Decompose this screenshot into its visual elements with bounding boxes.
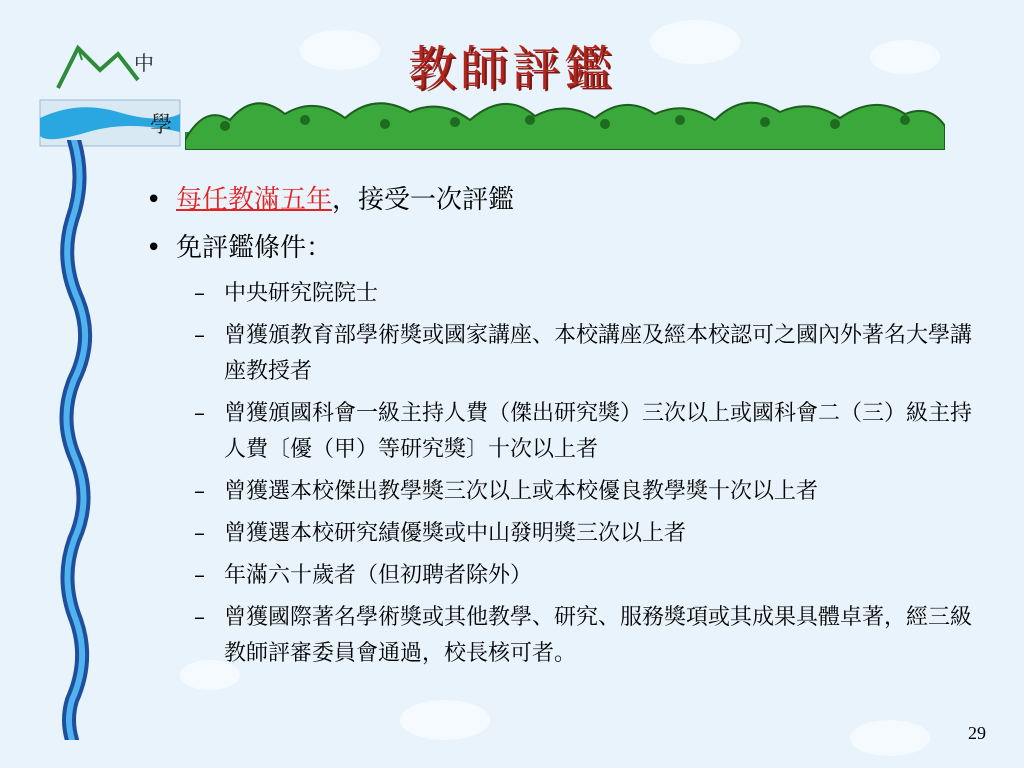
dash-marker: – xyxy=(194,605,205,630)
river-decoration xyxy=(50,140,110,740)
sub-item-text: 曾獲頒教育部學術獎或國家講座、本校講座及經本校認可之國內外著名大學講座教授者 xyxy=(224,323,973,384)
highlighted-text: 每任教滿五年 xyxy=(176,185,333,215)
bullet-dot: • xyxy=(146,185,162,215)
background-cloud xyxy=(400,700,490,740)
dash-marker: – xyxy=(194,281,205,306)
dash-marker: – xyxy=(194,401,205,426)
dash-marker: – xyxy=(194,563,205,588)
sub-list-item xyxy=(140,474,990,510)
bullet-text: ，接受一次評鑑 xyxy=(332,185,515,215)
bullet-item xyxy=(140,180,990,220)
dash-marker: – xyxy=(194,323,205,348)
svg-text:中: 中 xyxy=(134,51,154,75)
sub-item-text: 中央研究院院士 xyxy=(224,281,379,306)
sub-item-text: 曾獲選本校研究績優獎或中山發明獎三次以上者 xyxy=(224,521,687,546)
sub-item-text: 曾獲選本校傑出教學獎三次以上或本校優良教學獎十次以上者 xyxy=(224,479,819,504)
bullet-item xyxy=(140,228,990,268)
bullet-dot: • xyxy=(146,233,162,263)
dash-marker: – xyxy=(194,479,205,504)
slide-content xyxy=(140,180,990,678)
dash-marker: – xyxy=(194,521,205,546)
svg-text:學: 學 xyxy=(150,113,173,138)
sub-item-text: 年滿六十歲者（但初聘者除外） xyxy=(224,563,533,588)
sub-item-text: 曾獲頒國科會一級主持人費（傑出研究獎）三次以上或國科會二（三）級主持人費〔優（甲）等研究獎〕十次以上者 xyxy=(224,401,973,462)
sub-list-item xyxy=(140,558,990,594)
hills-banner xyxy=(185,90,945,150)
sub-list-item xyxy=(140,276,990,312)
slide-title: 教師評鑑 xyxy=(407,41,616,97)
sub-list-item xyxy=(140,396,990,468)
sub-item-text: 曾獲國際著名學術獎或其他教學、研究、服務獎項或其成果具體卓著，經三級教師評審委員會通過，校長核可者。 xyxy=(224,605,973,666)
bullet-text: 免評鑑條件： xyxy=(176,233,333,263)
sub-list-item xyxy=(140,318,990,390)
sub-list-item xyxy=(140,516,990,552)
background-cloud xyxy=(850,720,930,756)
page-number: 29 xyxy=(968,723,986,743)
sub-list-item xyxy=(140,600,990,672)
